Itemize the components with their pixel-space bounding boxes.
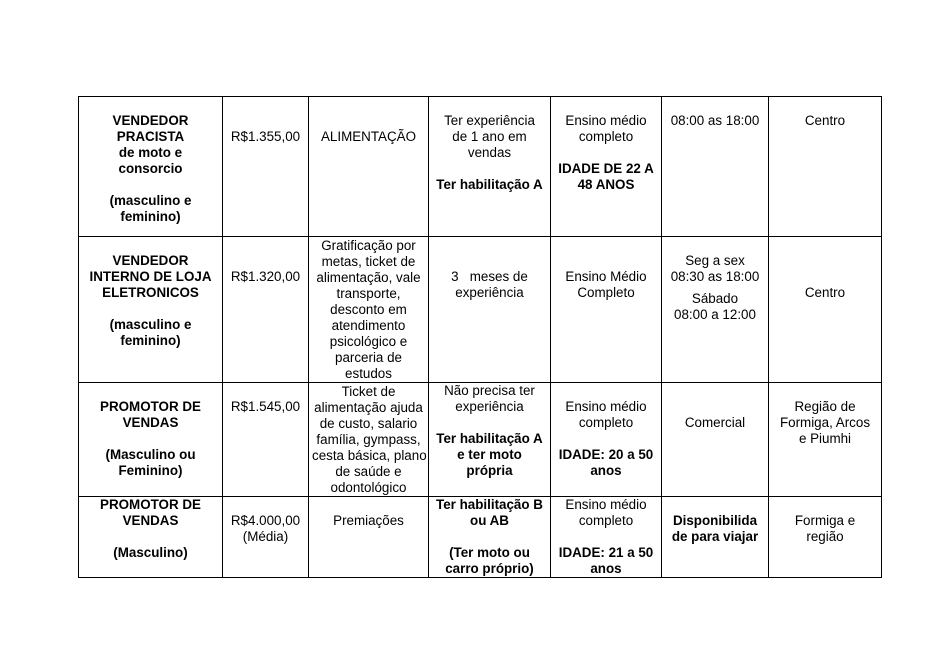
- spacer: [432, 415, 547, 431]
- spacer: [82, 431, 219, 447]
- cargo-line: ELETRONICOS: [102, 285, 199, 300]
- cell-escolaridade: [551, 497, 662, 578]
- education-line: IDADE: 21 a 50: [558, 545, 654, 560]
- benefits-line: alimentação ajuda: [314, 400, 423, 415]
- cargo-line: VENDEDOR: [112, 113, 189, 128]
- cell-escolaridade: [551, 383, 662, 497]
- cargo-line: (masculino e: [109, 193, 192, 208]
- salary-value: R$1.355,00: [230, 129, 301, 144]
- education-line: completo: [578, 129, 634, 144]
- experience-line: carro próprio): [445, 561, 534, 576]
- location-line: e Piumhi: [798, 431, 852, 446]
- cell-beneficios: [309, 383, 429, 497]
- cell-salario: [223, 383, 309, 497]
- cargo-line: feminino): [120, 209, 181, 224]
- location-line: Centro: [804, 285, 846, 300]
- benefits-line: odontológico: [330, 480, 407, 495]
- education-line: IDADE DE 22 A: [558, 161, 654, 176]
- table-row: [79, 383, 882, 497]
- cargo-line: PROMOTOR DE: [100, 497, 201, 512]
- benefits-line: estudos: [345, 366, 392, 381]
- cargo-line: INTERNO DE LOJA: [89, 269, 212, 284]
- education-line: Ensino médio: [565, 113, 647, 128]
- salary-value: R$1.545,00: [230, 399, 301, 414]
- education-line: 48 ANOS: [577, 177, 635, 192]
- schedule-line: Disponibilida: [672, 513, 758, 528]
- experience-line: (Ter moto ou: [449, 545, 530, 560]
- education-line: IDADE: 20 a 50: [558, 447, 654, 462]
- experience-line: Ter habilitação B: [436, 497, 543, 512]
- cargo-line: PROMOTOR DE: [100, 399, 201, 414]
- cell-horario: [662, 97, 769, 237]
- schedule-line: Comercial: [684, 415, 746, 430]
- cargo-line: consorcio: [118, 161, 183, 176]
- cell-cargo: [79, 97, 223, 237]
- benefits-line: família, gympass,: [316, 432, 421, 447]
- location-line: região: [806, 529, 844, 544]
- benefits-line: Gratificação por: [321, 238, 416, 253]
- benefits-line: de saúde e: [335, 464, 402, 479]
- experience-line: Ter habilitação A: [436, 431, 543, 446]
- experience-line: experiência: [455, 399, 524, 414]
- schedule-line: de para viajar: [671, 529, 759, 544]
- spacer: [82, 529, 219, 545]
- benefits-line: alimentação, vale: [316, 270, 421, 285]
- cargo-line: VENDEDOR: [112, 253, 189, 268]
- table-row: [79, 497, 882, 578]
- benefits-line: Premiações: [333, 513, 404, 528]
- education-line: anos: [590, 463, 622, 478]
- experience-line: experiência: [455, 285, 524, 300]
- schedule-line: Seg a sex: [685, 253, 745, 268]
- benefits-line: cesta básica, plano: [312, 448, 427, 463]
- schedule-line: 08:00 as 18:00: [670, 113, 760, 128]
- cargo-line: (Masculino): [113, 545, 188, 560]
- experience-line: e ter moto: [457, 447, 522, 462]
- benefits-line: transporte,: [336, 286, 401, 301]
- cargo-line: de moto e: [118, 145, 183, 160]
- cargo-line: VENDAS: [122, 415, 179, 430]
- schedule-line: Sábado: [691, 291, 739, 306]
- cell-local: [769, 383, 882, 497]
- cell-horario: [662, 237, 769, 383]
- location-line: Região de: [794, 399, 856, 414]
- job-listings-table: [78, 96, 882, 578]
- benefits-line: atendimento: [331, 318, 406, 333]
- benefits-line: parceria de: [335, 350, 402, 365]
- cell-escolaridade: [551, 237, 662, 383]
- salary-value: R$4.000,00: [230, 513, 301, 528]
- cell-experiencia: [429, 237, 551, 383]
- cell-cargo: [79, 237, 223, 383]
- cell-escolaridade: [551, 97, 662, 237]
- education-line: Ensino Médio: [565, 269, 647, 284]
- education-line: completo: [578, 513, 634, 528]
- benefits-line: metas, ticket de: [321, 254, 416, 269]
- spacer: [432, 529, 547, 545]
- cell-horario: [662, 383, 769, 497]
- location-line: Formiga e: [794, 513, 856, 528]
- cell-beneficios: [309, 97, 429, 237]
- experience-line: própria: [466, 463, 513, 478]
- spacer: [82, 301, 219, 317]
- experience-line: Não precisa ter: [444, 383, 535, 398]
- cargo-line: feminino): [120, 333, 181, 348]
- benefits-line: desconto em: [330, 302, 407, 317]
- cell-experiencia: [429, 383, 551, 497]
- table-row: [79, 237, 882, 383]
- experience-line: Ter experiência: [444, 113, 535, 128]
- benefits-line: ALIMENTAÇÃO: [321, 129, 416, 144]
- cargo-line: VENDAS: [122, 513, 179, 528]
- salary-value: R$1.320,00: [230, 269, 301, 284]
- cargo-line: Feminino): [118, 463, 183, 478]
- spacer: [554, 431, 658, 447]
- experience-line: ou AB: [470, 513, 509, 528]
- cell-local: [769, 97, 882, 237]
- education-line: anos: [590, 561, 622, 576]
- location-line: Formiga, Arcos: [779, 415, 871, 430]
- benefits-line: psicológico e: [329, 334, 408, 349]
- cell-salario: [223, 497, 309, 578]
- cell-experiencia: [429, 97, 551, 237]
- spacer: [82, 177, 219, 193]
- schedule-line: 08:30 as 18:00: [670, 269, 760, 284]
- education-line: completo: [578, 415, 634, 430]
- table-row: [79, 97, 882, 237]
- experience-line: 3 meses de: [451, 269, 528, 284]
- cell-salario: [223, 97, 309, 237]
- spacer: [554, 145, 658, 161]
- cargo-line: PRACISTA: [116, 129, 185, 144]
- education-line: Completo: [577, 285, 635, 300]
- cell-beneficios: [309, 237, 429, 383]
- cell-salario: [223, 237, 309, 383]
- cargo-line: (Masculino ou: [105, 447, 196, 462]
- cell-experiencia: [429, 497, 551, 578]
- cargo-line: (masculino e: [109, 317, 192, 332]
- cell-horario: [662, 497, 769, 578]
- cell-beneficios: [309, 497, 429, 578]
- benefits-line: de custo, salario: [319, 416, 418, 431]
- spacer: [554, 529, 658, 545]
- spacer: [432, 161, 547, 177]
- cell-cargo: [79, 383, 223, 497]
- cell-local: [769, 237, 882, 383]
- experience-line: vendas: [467, 145, 512, 160]
- experience-line: Ter habilitação A: [436, 177, 543, 192]
- education-line: Ensino médio: [565, 497, 647, 512]
- location-line: Centro: [804, 113, 846, 128]
- experience-line: de 1 ano em: [452, 129, 527, 144]
- schedule-line: 08:00 a 12:00: [674, 307, 756, 322]
- benefits-line: Ticket de: [341, 384, 396, 399]
- salary-note: (Média): [242, 529, 289, 544]
- cell-local: [769, 497, 882, 578]
- cell-cargo: [79, 497, 223, 578]
- education-line: Ensino médio: [565, 399, 647, 414]
